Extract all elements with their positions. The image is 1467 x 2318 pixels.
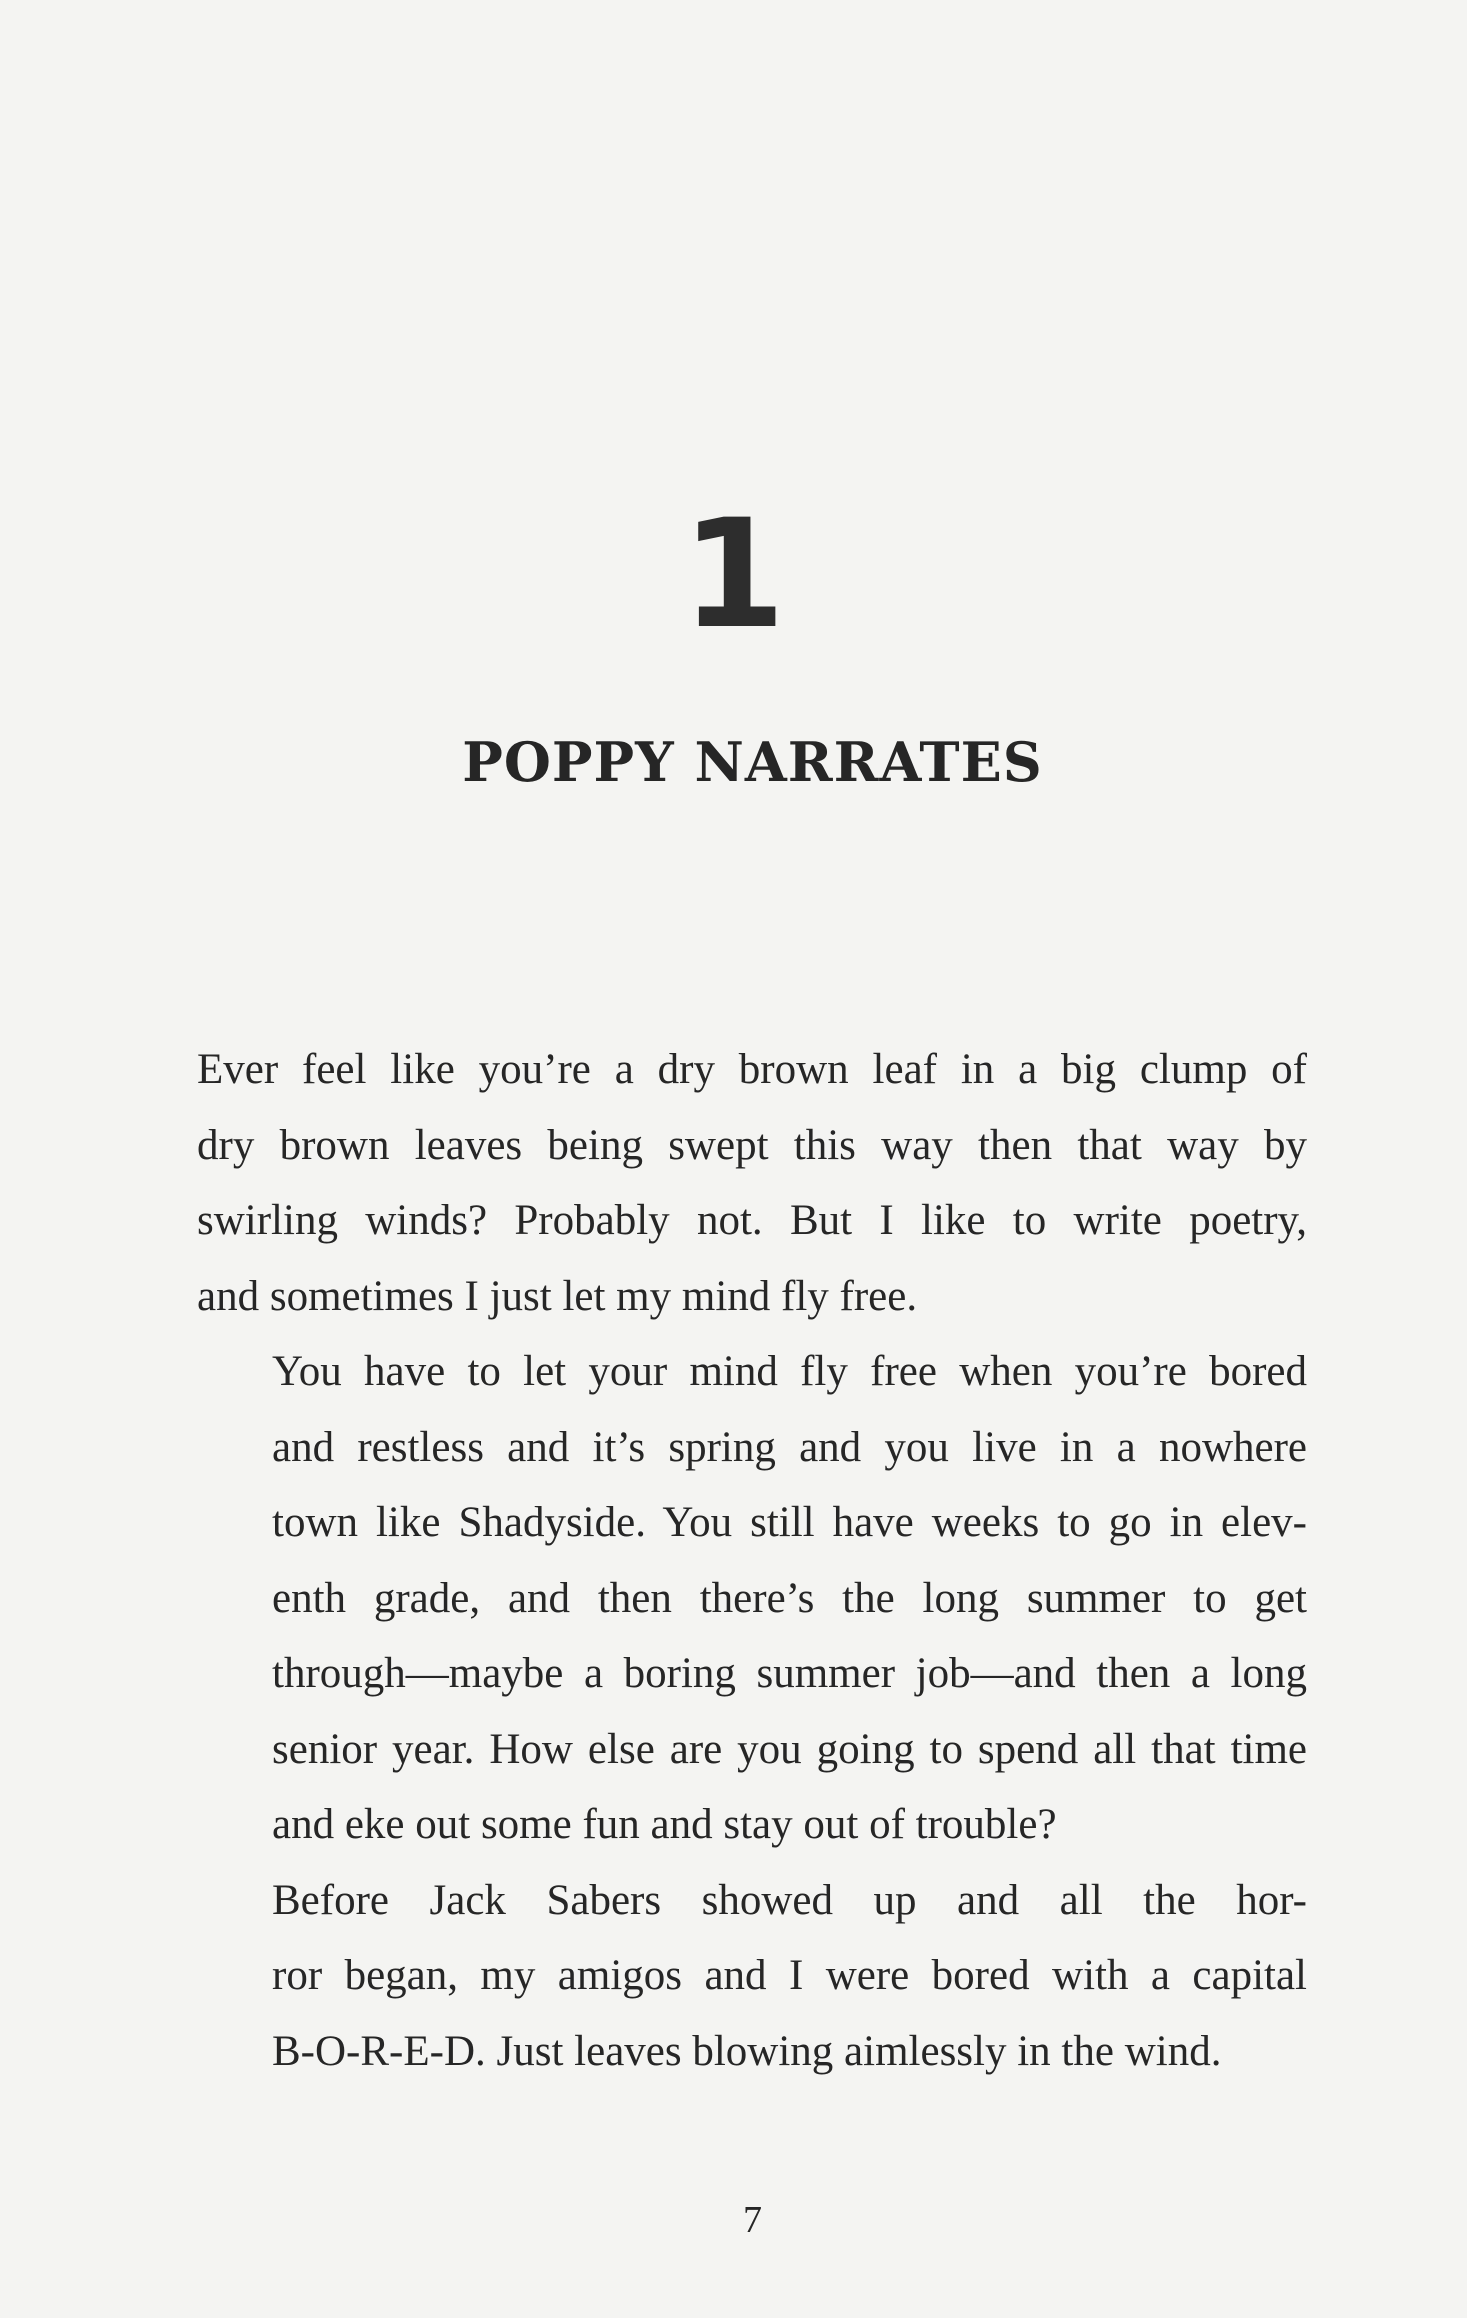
paragraph-2 [197,1334,1307,1863]
text-line: ror began, my amigos and I were bored with a capital [272,1952,1307,1999]
chapter-body [197,1032,1307,2089]
text-line: enth grade, and then there’s the long summer to get [272,1574,1307,1622]
page-number: 7 [743,2199,762,2241]
chapter-number: 1 [681,488,786,662]
chapter-title: POPPY NARRATES [462,730,1043,794]
text-line: town like Shadyside. You still have weeks to go in elev- [272,1499,1307,1546]
text-line: and eke out some fun and stay out of trouble? [272,1801,1057,1848]
text-line: and sometimes I just let my mind fly free. [197,1272,918,1320]
text-line: dry brown leaves being swept this way then that way by [197,1121,1307,1169]
paragraph-1 [197,1032,1307,1334]
text-line: and restless and it’s spring and you live in a nowhere [272,1423,1307,1471]
text-line: B-O-R-E-D. Just leaves blowing aimlessly in the wind. [272,2027,1222,2075]
paragraph-3 [197,1863,1307,2090]
text-line: Ever feel like you’re a dry brown leaf in a big clump of [197,1046,1307,1093]
text-line: senior year. How else are you going to spend all that time [272,1725,1307,1773]
text-line: Before Jack Sabers showed up and all the hor- [272,1876,1307,1924]
text-line: swirling winds? Probably not. But I like to write poetry, [197,1197,1307,1244]
text-line: You have to let your mind fly free when you’re bored [272,1348,1307,1395]
text-line: through—maybe a boring summer job—and then a long [272,1650,1307,1697]
